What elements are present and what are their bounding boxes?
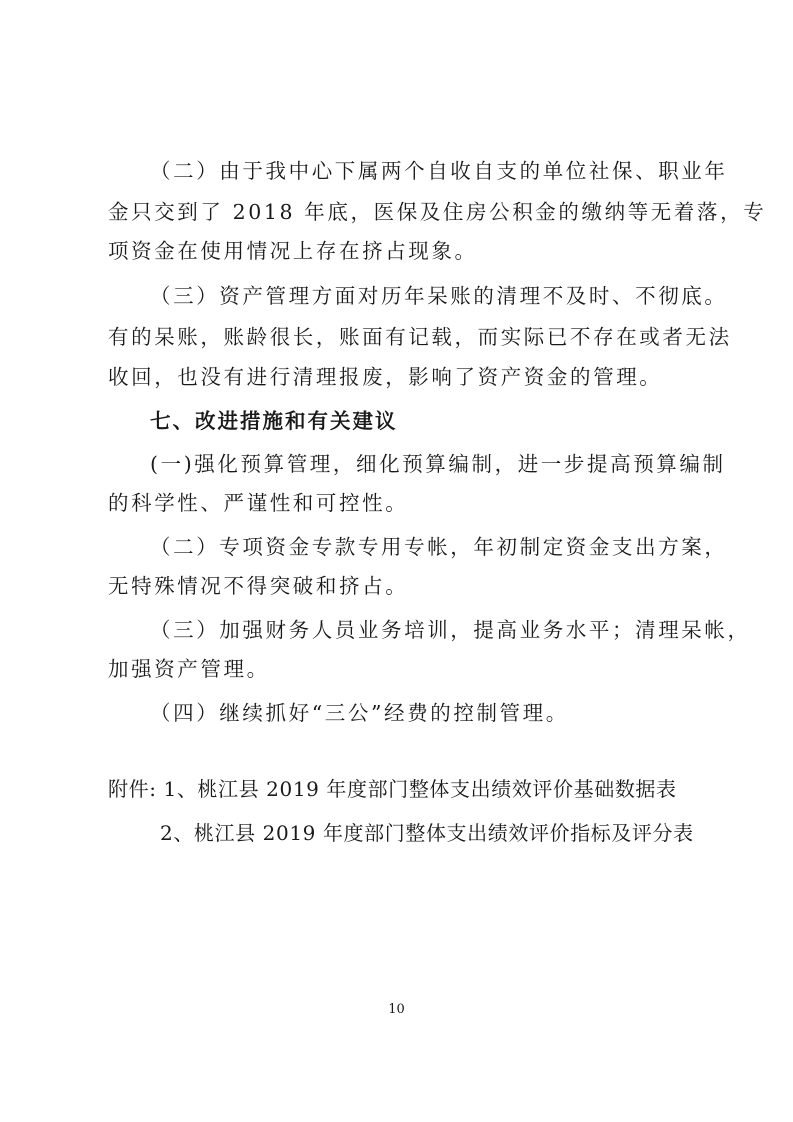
paragraph-2-line-1: （二）由于我中心下属两个自收自支的单位社保、职业年	[150, 159, 728, 183]
measure-1-line-2: 的科学性、严谨性和可控性。	[108, 491, 409, 515]
paragraph-3-line-3: 收回，也没有进行清理报废，影响了资产资金的管理。	[108, 365, 663, 389]
paragraph-2-line-3: 项资金在使用情况上存在挤占现象。	[108, 239, 478, 263]
paragraph-3-line-2: 有的呆账，账龄很长，账面有记载，而实际已不存在或者无法	[108, 325, 732, 349]
measure-1-line-1: (一)强化预算管理，细化预算编制，进一步提高预算编制	[150, 452, 726, 476]
attachment-item-2: 2、桃江县 2019 年度部门整体支出绩效评价指标及评分表	[160, 821, 694, 845]
attachment-item-1: 附件: 1、桃江县 2019 年度部门整体支出绩效评价基础数据表	[108, 777, 677, 801]
measure-3-line-1: （三）加强财务人员业务培训，提高业务水平；清理呆帐，	[150, 618, 751, 642]
paragraph-3-line-1: （三）资产管理方面对历年呆账的清理不及时、不彻底。	[150, 284, 728, 308]
measure-2-line-1: （二）专项资金专款专用专帐，年初制定资金支出方案，	[150, 535, 728, 559]
measure-2-line-2: 无特殊情况不得突破和挤占。	[108, 574, 409, 598]
measure-4-line-1: （四）继续抓好“三公”经费的控制管理。	[150, 701, 569, 725]
measure-3-line-2: 加强资产管理。	[108, 657, 270, 681]
paragraph-2-line-2: 金只交到了 2018 年底，医保及住房公积金的缴纳等无着落，专	[108, 200, 767, 224]
section-7-heading: 七、改进措施和有关建议	[150, 409, 398, 433]
page-number: 10	[388, 1002, 405, 1017]
